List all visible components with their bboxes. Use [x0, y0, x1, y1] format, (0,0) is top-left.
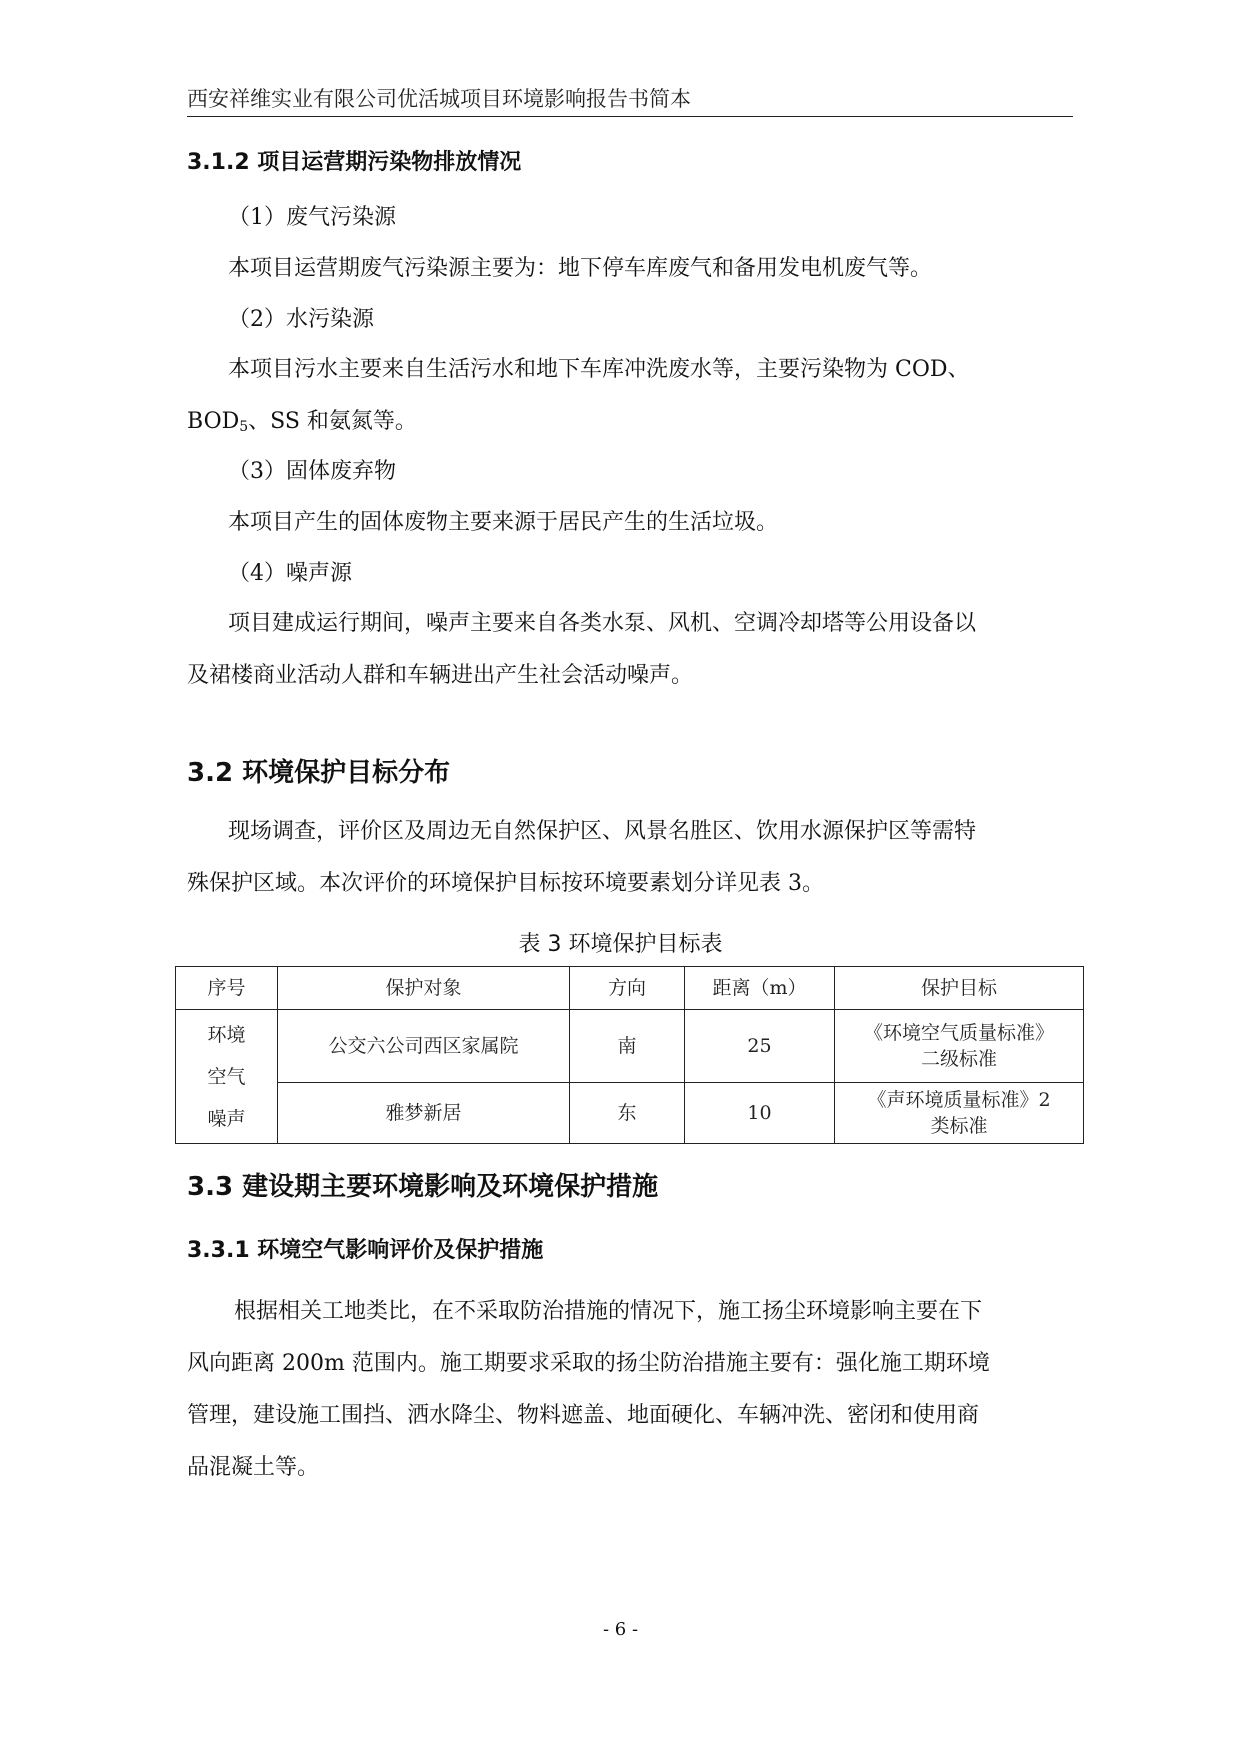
- object-cell: 雅梦新居: [278, 1083, 570, 1144]
- item2-title: （2）水污染源: [228, 307, 374, 332]
- section-3-2-text-line1: 现场调查，评价区及周边无自然保护区、风景名胜区、饮用水源保护区等需特: [228, 819, 977, 844]
- item3-text: 本项目产生的固体废物主要来源于居民产生的生活垃圾。: [228, 510, 779, 535]
- bod-subscript: 5: [239, 419, 249, 435]
- section-3-3-1-text-line1: 根据相关工地类比，在不采取防治措施的情况下，施工扬尘环境影响主要在下: [234, 1299, 983, 1324]
- direction-cell: 东: [570, 1083, 685, 1144]
- col-header-distance: 距离（m）: [685, 967, 835, 1010]
- object-cell: 公交六公司西区家属院: [278, 1010, 570, 1083]
- target-cell: [835, 1083, 1084, 1144]
- table-header-row: [176, 967, 1084, 1010]
- item4-title: （4）噪声源: [228, 561, 352, 586]
- page-number: - 6 -: [602, 1619, 639, 1640]
- item1-text: 本项目运营期废气污染源主要为：地下停车库废气和备用发电机废气等。: [228, 256, 933, 281]
- item4-text-line2: 及裙楼商业活动人群和车辆进出产生社会活动噪声。: [187, 663, 694, 688]
- section-3-3-heading: 3.3 建设期主要环境影响及环境保护措施: [187, 1172, 659, 1202]
- item4-text-line1: 项目建成运行期间，噪声主要来自各类水泵、风机、空调冷却塔等公用设备以: [228, 611, 977, 636]
- category-line: 噪声: [207, 1107, 246, 1130]
- distance-cell: 10: [685, 1083, 835, 1144]
- distance-cell: 25: [685, 1010, 835, 1083]
- item2-text-line2-rest: 、SS 和氨氮等。: [248, 409, 417, 434]
- col-header-target: 保护目标: [835, 967, 1084, 1010]
- section-3-3-1-text-line4: 品混凝土等。: [187, 1455, 320, 1480]
- category-cell: [176, 1010, 278, 1144]
- section-3-2-heading: 3.2 环境保护目标分布: [187, 758, 451, 788]
- section-3-1-2-heading: 3.1.2 项目运营期污染物排放情况: [187, 150, 522, 175]
- item3-title: （3）固体废弃物: [228, 459, 396, 484]
- col-header-object: 保护对象: [278, 967, 570, 1010]
- item2-text-line2: [187, 406, 417, 438]
- section-3-3-1-heading: 3.3.1 环境空气影响评价及保护措施: [187, 1238, 544, 1263]
- category-line: 空气: [207, 1065, 246, 1088]
- header-divider: [187, 116, 1073, 117]
- table-row: [176, 1083, 1084, 1144]
- item1-title: （1）废气污染源: [228, 205, 396, 230]
- table3-caption: 表 3 环境保护目标表: [518, 932, 723, 957]
- section-3-2-text-line2: 殊保护区域。本次评价的环境保护目标按环境要素划分详见表 3。: [187, 871, 824, 896]
- section-3-3-1-text-line3: 管理，建设施工围挡、洒水降尘、物料遮盖、地面硬化、车辆冲洗、密闭和使用商: [187, 1403, 980, 1428]
- item2-text-line1: 本项目污水主要来自生活污水和地下车库冲洗废水等，主要污染物为 COD、: [228, 357, 970, 382]
- page-header-title: 西安祥维实业有限公司优活城项目环境影响报告书简本: [187, 87, 691, 111]
- target-line: 类标准: [930, 1115, 988, 1137]
- section-3-3-1-text-line2: 风向距离 200m 范围内。施工期要求采取的扬尘防治措施主要有：强化施工期环境: [187, 1351, 990, 1376]
- bod-label: BOD: [187, 409, 240, 434]
- col-header-direction: 方向: [570, 967, 685, 1010]
- target-cell: [835, 1010, 1084, 1083]
- table-row: [176, 1010, 1084, 1083]
- target-line: 《声环境质量标准》2: [867, 1089, 1051, 1111]
- target-line: 《环境空气质量标准》: [863, 1022, 1054, 1044]
- col-header-index: 序号: [176, 967, 278, 1010]
- environment-protection-target-table: [175, 966, 1084, 1144]
- category-line: 环境: [207, 1023, 246, 1046]
- target-line: 二级标准: [920, 1048, 997, 1070]
- direction-cell: 南: [570, 1010, 685, 1083]
